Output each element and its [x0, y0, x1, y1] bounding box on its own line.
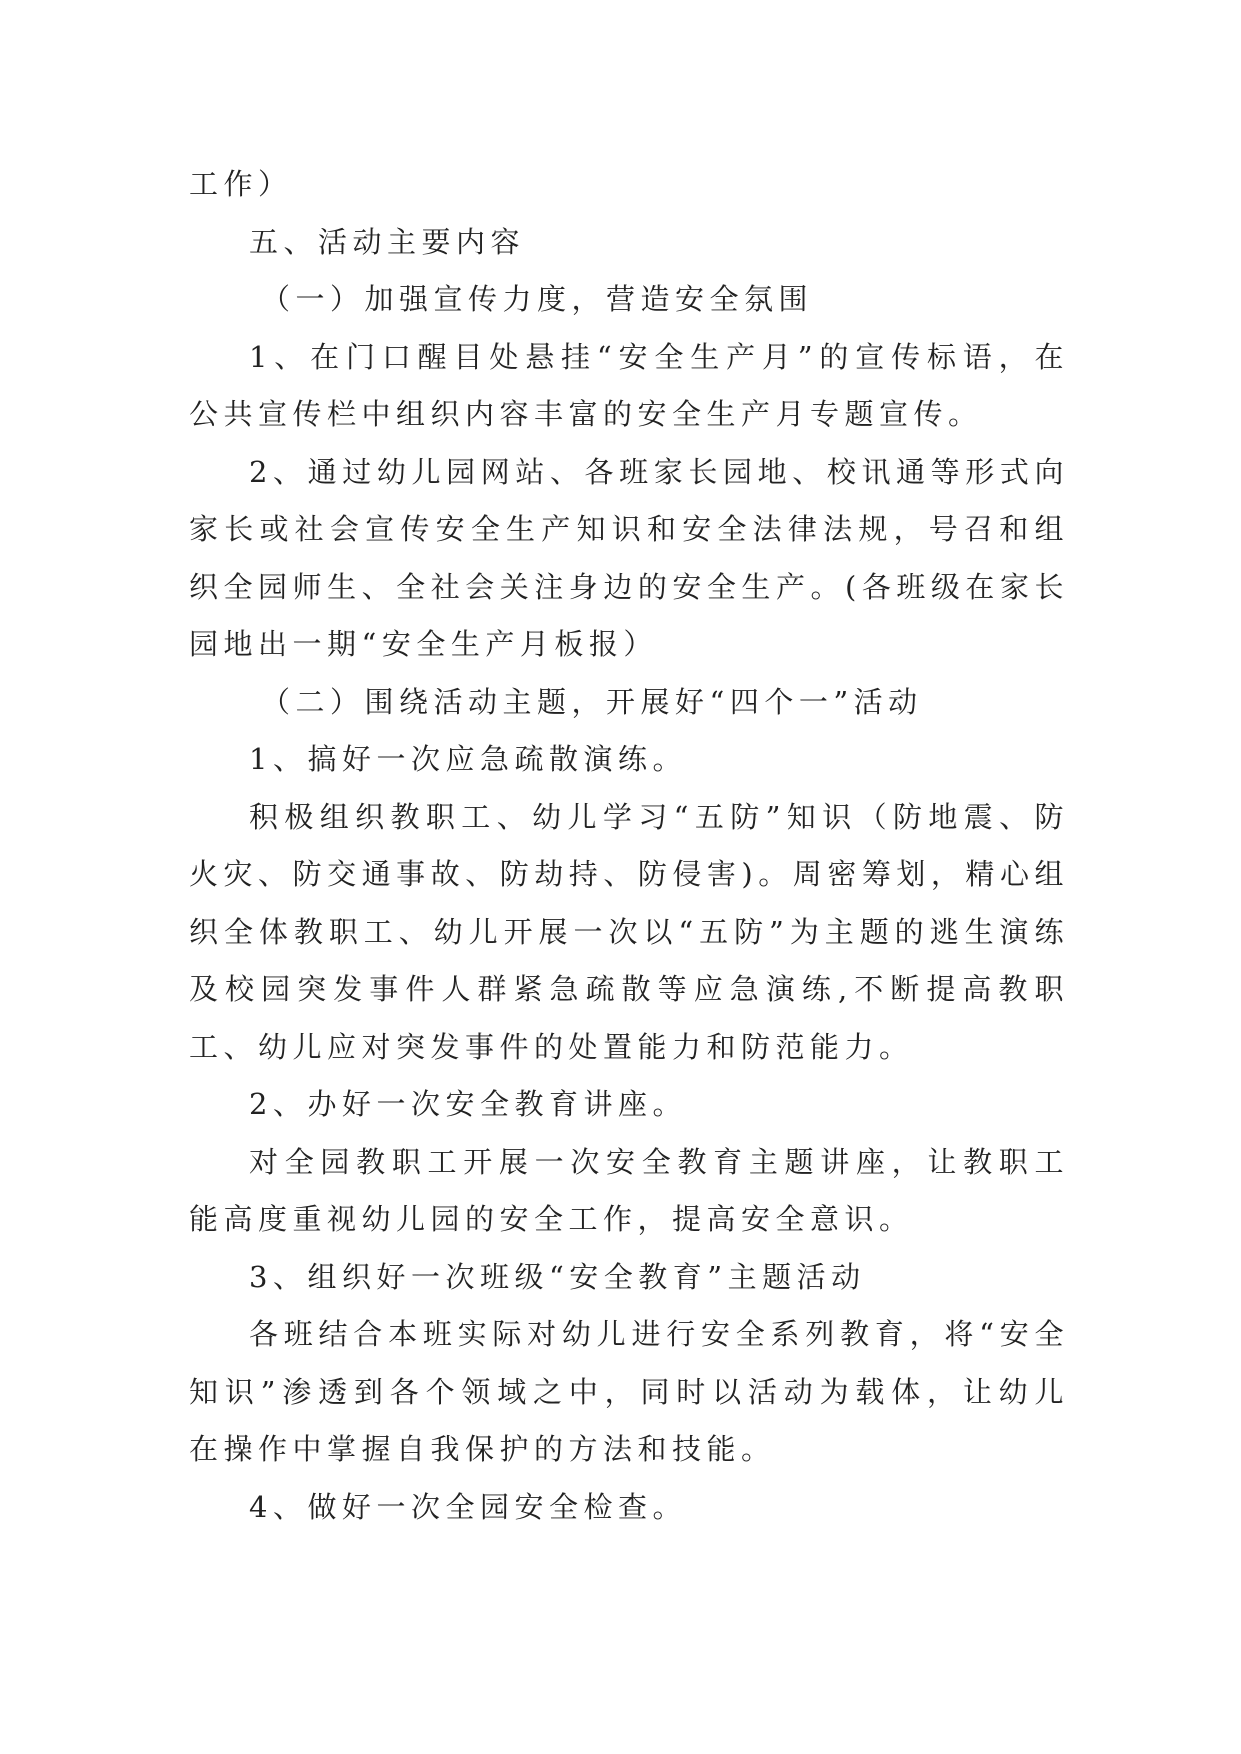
- paragraph-class-theme-activity-body: 各班结合本班实际对幼儿进行安全系列教育，将“安全知识”渗透到各个领域之中，同时以活动为载体，让幼儿在操作中掌握自我保护的方法和技能。: [189, 1317, 1069, 1466]
- document-body: [189, 156, 1069, 1536]
- paragraph-publicity-channels: 2、通过幼儿园网站、各班家长园地、校讯通等形式向家长或社会宣传安全生产知识和安全法律法规，号召和组织全园师生、全社会关注身边的安全生产。(各班级在家长园地出一期“安全生产月板报）: [189, 454, 1069, 661]
- subsection-heading-four-activities: （二）围绕活动主题，开展好“四个一”活动: [261, 684, 923, 719]
- item-safety-lecture: 2、办好一次安全教育讲座。: [249, 1087, 687, 1121]
- paragraph-evacuation-drill-body: 积极组织教职工、幼儿学习“五防”知识（防地震、防火灾、防交通事故、防劫持、防侵害)。周密筹划，精心组织全体教职工、幼儿开展一次以“五防”为主题的逃生演练及校园突发事件人群紧急疏散等应急演练,不断提高教职工、幼儿应对突发事件的处置能力和防范能力。: [189, 799, 1069, 1064]
- paragraph-slogan-item: 1、在门口醒目处悬挂“安全生产月”的宣传标语，在公共宣传栏中组织内容丰富的安全生产月专题宣传。: [189, 339, 1069, 431]
- item-safety-inspection: 4、做好一次全园安全检查。: [249, 1489, 687, 1524]
- paragraph-safety-lecture-body: 对全园教职工开展一次安全教育主题讲座，让教职工能高度重视幼儿园的安全工作，提高安全意识。: [189, 1144, 1069, 1236]
- subsection-heading-publicity: （一）加强宣传力度，营造安全氛围: [261, 282, 814, 316]
- item-evacuation-drill: 1、搞好一次应急疏散演练。: [249, 742, 687, 776]
- section-heading-activity-content: 五、活动主要内容: [249, 224, 526, 259]
- paragraph-continued: 工作）: [189, 167, 293, 201]
- item-class-theme-activity: 3、组织好一次班级“安全教育”主题活动: [249, 1259, 866, 1294]
